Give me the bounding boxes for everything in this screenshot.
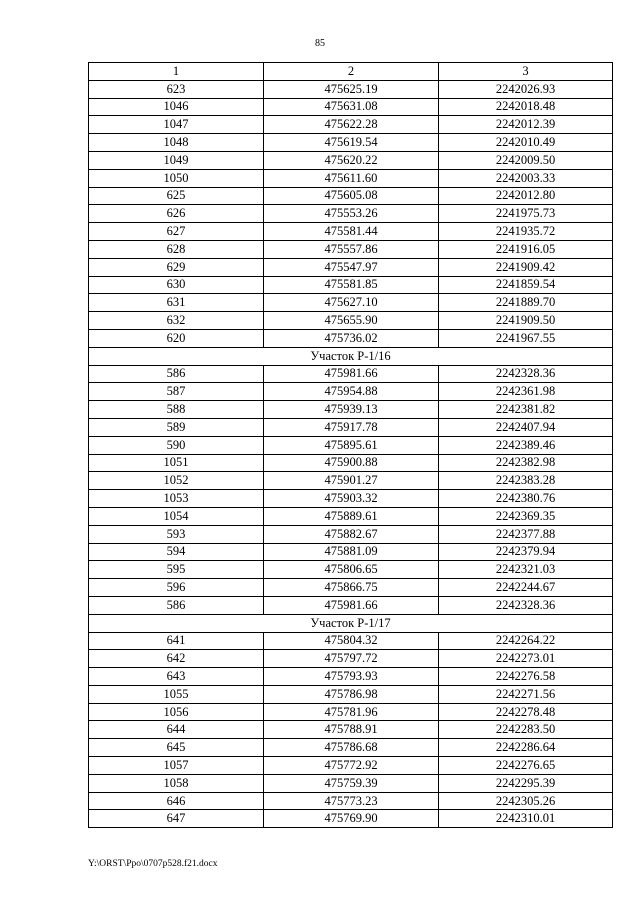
table-row	[89, 525, 613, 543]
cell-y-coordinate: 2242328.36	[439, 596, 613, 614]
cell-point-number: 629	[89, 258, 264, 276]
cell-x-coordinate: 475736.02	[264, 329, 439, 347]
cell-x-coordinate: 475581.44	[264, 223, 439, 241]
cell-point-number: 1052	[89, 472, 264, 490]
table-row	[89, 650, 613, 668]
table-row	[89, 579, 613, 597]
table-row	[89, 383, 613, 401]
cell-x-coordinate: 475895.61	[264, 436, 439, 454]
cell-point-number: 1049	[89, 151, 264, 169]
cell-y-coordinate: 2241859.54	[439, 276, 613, 294]
table-row	[89, 774, 613, 792]
table-row	[89, 436, 613, 454]
cell-y-coordinate: 2242286.64	[439, 739, 613, 757]
table-row	[89, 223, 613, 241]
cell-point-number: 590	[89, 436, 264, 454]
cell-x-coordinate: 475759.39	[264, 774, 439, 792]
cell-y-coordinate: 2241967.55	[439, 329, 613, 347]
cell-point-number: 1057	[89, 757, 264, 775]
cell-x-coordinate: 475781.96	[264, 703, 439, 721]
cell-x-coordinate: 475981.66	[264, 365, 439, 383]
cell-x-coordinate: 475622.28	[264, 116, 439, 134]
cell-point-number: 594	[89, 543, 264, 561]
cell-y-coordinate: 2242379.94	[439, 543, 613, 561]
cell-y-coordinate: 2241889.70	[439, 294, 613, 312]
cell-point-number: 1046	[89, 98, 264, 116]
cell-y-coordinate: 2242328.36	[439, 365, 613, 383]
cell-y-coordinate: 2242305.26	[439, 792, 613, 810]
cell-y-coordinate: 2242276.65	[439, 757, 613, 775]
cell-point-number: 588	[89, 401, 264, 419]
table-row	[89, 134, 613, 152]
section-title: Участок Р-1/16	[89, 347, 613, 365]
table-row	[89, 294, 613, 312]
cell-x-coordinate: 475866.75	[264, 579, 439, 597]
table-row	[89, 490, 613, 508]
cell-y-coordinate: 2242010.49	[439, 134, 613, 152]
cell-point-number: 628	[89, 240, 264, 258]
cell-point-number: 1056	[89, 703, 264, 721]
table-row	[89, 401, 613, 419]
table-row	[89, 187, 613, 205]
column-header-point: 1	[89, 63, 264, 81]
cell-point-number: 1055	[89, 685, 264, 703]
cell-x-coordinate: 475900.88	[264, 454, 439, 472]
cell-x-coordinate: 475625.19	[264, 80, 439, 98]
cell-point-number: 589	[89, 418, 264, 436]
cell-x-coordinate: 475655.90	[264, 312, 439, 330]
cell-point-number: 626	[89, 205, 264, 223]
cell-y-coordinate: 2242273.01	[439, 650, 613, 668]
cell-point-number: 631	[89, 294, 264, 312]
column-header-y: 3	[439, 63, 613, 81]
cell-y-coordinate: 2242012.39	[439, 116, 613, 134]
section-title: Участок Р-1/17	[89, 614, 613, 632]
table-row	[89, 561, 613, 579]
cell-point-number: 630	[89, 276, 264, 294]
table-row	[89, 205, 613, 223]
cell-x-coordinate: 475939.13	[264, 401, 439, 419]
cell-x-coordinate: 475889.61	[264, 507, 439, 525]
cell-point-number: 1048	[89, 134, 264, 152]
table-row	[89, 685, 613, 703]
table-row	[89, 632, 613, 650]
cell-x-coordinate: 475611.60	[264, 169, 439, 187]
cell-point-number: 646	[89, 792, 264, 810]
section-header-row	[89, 614, 613, 632]
cell-y-coordinate: 2242407.94	[439, 418, 613, 436]
cell-y-coordinate: 2242380.76	[439, 490, 613, 508]
cell-point-number: 623	[89, 80, 264, 98]
cell-x-coordinate: 475954.88	[264, 383, 439, 401]
table-row	[89, 596, 613, 614]
cell-point-number: 1053	[89, 490, 264, 508]
cell-x-coordinate: 475981.66	[264, 596, 439, 614]
table-header-row	[89, 63, 613, 81]
cell-x-coordinate: 475769.90	[264, 810, 439, 828]
cell-y-coordinate: 2242381.82	[439, 401, 613, 419]
footer-file-path: Y:\ORST\Ppo\0707p528.f21.docx	[88, 859, 218, 869]
cell-point-number: 620	[89, 329, 264, 347]
cell-y-coordinate: 2242382.98	[439, 454, 613, 472]
cell-point-number: 1050	[89, 169, 264, 187]
cell-point-number: 595	[89, 561, 264, 579]
table-row	[89, 543, 613, 561]
cell-point-number: 1051	[89, 454, 264, 472]
table-row	[89, 80, 613, 98]
table-row	[89, 739, 613, 757]
cell-point-number: 625	[89, 187, 264, 205]
table-row	[89, 240, 613, 258]
table-row	[89, 418, 613, 436]
cell-x-coordinate: 475553.26	[264, 205, 439, 223]
cell-x-coordinate: 475806.65	[264, 561, 439, 579]
section-header-row	[89, 347, 613, 365]
cell-point-number: 632	[89, 312, 264, 330]
cell-y-coordinate: 2242383.28	[439, 472, 613, 490]
cell-y-coordinate: 2241975.73	[439, 205, 613, 223]
cell-x-coordinate: 475917.78	[264, 418, 439, 436]
table-row	[89, 329, 613, 347]
cell-x-coordinate: 475773.23	[264, 792, 439, 810]
table-row	[89, 116, 613, 134]
table-row	[89, 454, 613, 472]
cell-y-coordinate: 2242264.22	[439, 632, 613, 650]
cell-y-coordinate: 2242003.33	[439, 169, 613, 187]
cell-point-number: 647	[89, 810, 264, 828]
cell-y-coordinate: 2242009.50	[439, 151, 613, 169]
table-row	[89, 792, 613, 810]
cell-x-coordinate: 475620.22	[264, 151, 439, 169]
table-row	[89, 151, 613, 169]
cell-y-coordinate: 2241935.72	[439, 223, 613, 241]
cell-point-number: 643	[89, 668, 264, 686]
table-row	[89, 276, 613, 294]
cell-point-number: 627	[89, 223, 264, 241]
cell-x-coordinate: 475882.67	[264, 525, 439, 543]
cell-point-number: 586	[89, 596, 264, 614]
table-row	[89, 810, 613, 828]
cell-x-coordinate: 475797.72	[264, 650, 439, 668]
cell-y-coordinate: 2242283.50	[439, 721, 613, 739]
cell-x-coordinate: 475547.97	[264, 258, 439, 276]
table-row	[89, 258, 613, 276]
table-row	[89, 703, 613, 721]
cell-y-coordinate: 2241909.42	[439, 258, 613, 276]
cell-y-coordinate: 2242018.48	[439, 98, 613, 116]
cell-point-number: 641	[89, 632, 264, 650]
table-row	[89, 757, 613, 775]
cell-y-coordinate: 2242278.48	[439, 703, 613, 721]
cell-point-number: 593	[89, 525, 264, 543]
cell-y-coordinate: 2242321.03	[439, 561, 613, 579]
cell-y-coordinate: 2242369.35	[439, 507, 613, 525]
cell-x-coordinate: 475581.85	[264, 276, 439, 294]
cell-point-number: 1058	[89, 774, 264, 792]
cell-y-coordinate: 2242310.01	[439, 810, 613, 828]
cell-point-number: 1047	[89, 116, 264, 134]
cell-y-coordinate: 2242271.56	[439, 685, 613, 703]
cell-y-coordinate: 2242012.80	[439, 187, 613, 205]
cell-y-coordinate: 2242377.88	[439, 525, 613, 543]
cell-point-number: 644	[89, 721, 264, 739]
cell-y-coordinate: 2242389.46	[439, 436, 613, 454]
table-row	[89, 98, 613, 116]
coordinates-table-body	[89, 63, 613, 828]
cell-x-coordinate: 475631.08	[264, 98, 439, 116]
page-number: 85	[315, 38, 325, 49]
column-header-x: 2	[264, 63, 439, 81]
cell-y-coordinate: 2242361.98	[439, 383, 613, 401]
cell-x-coordinate: 475627.10	[264, 294, 439, 312]
table-row	[89, 472, 613, 490]
cell-x-coordinate: 475619.54	[264, 134, 439, 152]
cell-x-coordinate: 475903.32	[264, 490, 439, 508]
cell-point-number: 586	[89, 365, 264, 383]
table-row	[89, 365, 613, 383]
coordinates-table	[88, 62, 613, 828]
cell-y-coordinate: 2242026.93	[439, 80, 613, 98]
cell-x-coordinate: 475901.27	[264, 472, 439, 490]
table-row	[89, 507, 613, 525]
cell-y-coordinate: 2242276.58	[439, 668, 613, 686]
cell-x-coordinate: 475793.93	[264, 668, 439, 686]
table-row	[89, 169, 613, 187]
table-row	[89, 312, 613, 330]
cell-point-number: 1054	[89, 507, 264, 525]
cell-x-coordinate: 475557.86	[264, 240, 439, 258]
cell-x-coordinate: 475605.08	[264, 187, 439, 205]
cell-x-coordinate: 475881.09	[264, 543, 439, 561]
table-row	[89, 721, 613, 739]
table-row	[89, 668, 613, 686]
cell-point-number: 587	[89, 383, 264, 401]
cell-y-coordinate: 2241909.50	[439, 312, 613, 330]
cell-x-coordinate: 475786.68	[264, 739, 439, 757]
cell-y-coordinate: 2242295.39	[439, 774, 613, 792]
cell-x-coordinate: 475772.92	[264, 757, 439, 775]
cell-x-coordinate: 475788.91	[264, 721, 439, 739]
cell-point-number: 596	[89, 579, 264, 597]
cell-x-coordinate: 475804.32	[264, 632, 439, 650]
cell-point-number: 645	[89, 739, 264, 757]
cell-x-coordinate: 475786.98	[264, 685, 439, 703]
cell-y-coordinate: 2241916.05	[439, 240, 613, 258]
cell-y-coordinate: 2242244.67	[439, 579, 613, 597]
cell-point-number: 642	[89, 650, 264, 668]
